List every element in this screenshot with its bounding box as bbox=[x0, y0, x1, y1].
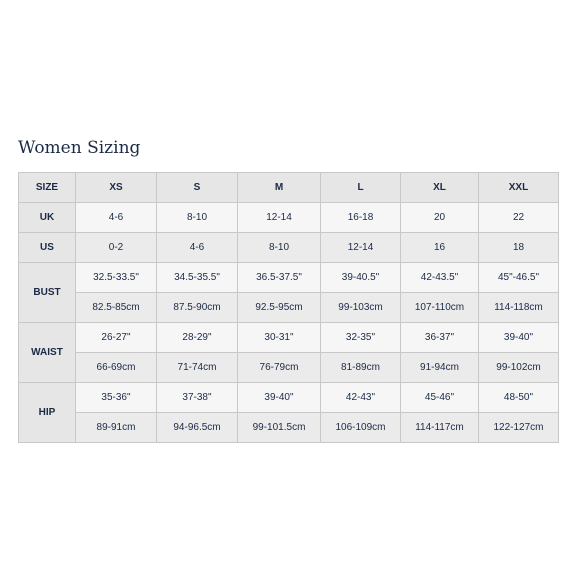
hip-cm-m: 99-101.5cm bbox=[238, 413, 321, 443]
uk-xl: 20 bbox=[401, 203, 479, 233]
page-title: Women Sizing bbox=[18, 138, 141, 158]
header-s: S bbox=[157, 173, 238, 203]
bust-in-s: 34.5-35.5" bbox=[157, 263, 238, 293]
hip-in-l: 42-43" bbox=[321, 383, 401, 413]
bust-in-xl: 42-43.5" bbox=[401, 263, 479, 293]
hip-cm-l: 106-109cm bbox=[321, 413, 401, 443]
uk-s: 8-10 bbox=[157, 203, 238, 233]
hip-in-s: 37-38" bbox=[157, 383, 238, 413]
header-l: L bbox=[321, 173, 401, 203]
us-label: US bbox=[19, 233, 76, 263]
bust-cm-xxl: 114-118cm bbox=[479, 293, 559, 323]
bust-cm-row bbox=[19, 293, 559, 323]
waist-in-s: 28-29" bbox=[157, 323, 238, 353]
hip-cm-row bbox=[19, 413, 559, 443]
waist-inches-row bbox=[19, 323, 559, 353]
us-row bbox=[19, 233, 559, 263]
uk-xs: 4-6 bbox=[76, 203, 157, 233]
waist-in-l: 32-35" bbox=[321, 323, 401, 353]
uk-l: 16-18 bbox=[321, 203, 401, 233]
bust-label: BUST bbox=[19, 263, 76, 323]
uk-row bbox=[19, 203, 559, 233]
hip-cm-s: 94-96.5cm bbox=[157, 413, 238, 443]
hip-in-xs: 35-36" bbox=[76, 383, 157, 413]
bust-in-m: 36.5-37.5" bbox=[238, 263, 321, 293]
bust-in-xxl: 45"-46.5" bbox=[479, 263, 559, 293]
uk-label: UK bbox=[19, 203, 76, 233]
bust-cm-xl: 107-110cm bbox=[401, 293, 479, 323]
us-xl: 16 bbox=[401, 233, 479, 263]
us-m: 8-10 bbox=[238, 233, 321, 263]
hip-cm-xxl: 122-127cm bbox=[479, 413, 559, 443]
us-xs: 0-2 bbox=[76, 233, 157, 263]
uk-m: 12-14 bbox=[238, 203, 321, 233]
bust-cm-l: 99-103cm bbox=[321, 293, 401, 323]
waist-in-xl: 36-37" bbox=[401, 323, 479, 353]
header-m: M bbox=[238, 173, 321, 203]
bust-cm-m: 92.5-95cm bbox=[238, 293, 321, 323]
bust-in-l: 39-40.5" bbox=[321, 263, 401, 293]
hip-in-m: 39-40" bbox=[238, 383, 321, 413]
header-size: SIZE bbox=[19, 173, 76, 203]
waist-cm-xl: 91-94cm bbox=[401, 353, 479, 383]
us-s: 4-6 bbox=[157, 233, 238, 263]
hip-cm-xs: 89-91cm bbox=[76, 413, 157, 443]
bust-inches-row bbox=[19, 263, 559, 293]
bust-cm-s: 87.5-90cm bbox=[157, 293, 238, 323]
waist-cm-xs: 66-69cm bbox=[76, 353, 157, 383]
waist-cm-xxl: 99-102cm bbox=[479, 353, 559, 383]
hip-cm-xl: 114-117cm bbox=[401, 413, 479, 443]
header-xl: XL bbox=[401, 173, 479, 203]
bust-in-xs: 32.5-33.5" bbox=[76, 263, 157, 293]
waist-in-xxl: 39-40" bbox=[479, 323, 559, 353]
waist-cm-m: 76-79cm bbox=[238, 353, 321, 383]
waist-in-m: 30-31" bbox=[238, 323, 321, 353]
header-xxl: XXL bbox=[479, 173, 559, 203]
uk-xxl: 22 bbox=[479, 203, 559, 233]
hip-inches-row bbox=[19, 383, 559, 413]
waist-cm-s: 71-74cm bbox=[157, 353, 238, 383]
us-l: 12-14 bbox=[321, 233, 401, 263]
us-xxl: 18 bbox=[479, 233, 559, 263]
hip-in-xxl: 48-50" bbox=[479, 383, 559, 413]
waist-in-xs: 26-27" bbox=[76, 323, 157, 353]
waist-cm-row bbox=[19, 353, 559, 383]
waist-cm-l: 81-89cm bbox=[321, 353, 401, 383]
hip-label: HIP bbox=[19, 383, 76, 443]
header-xs: XS bbox=[76, 173, 157, 203]
header-row bbox=[19, 173, 559, 203]
bust-cm-xs: 82.5-85cm bbox=[76, 293, 157, 323]
waist-label: WAIST bbox=[19, 323, 76, 383]
hip-in-xl: 45-46" bbox=[401, 383, 479, 413]
size-chart-table bbox=[18, 172, 559, 443]
